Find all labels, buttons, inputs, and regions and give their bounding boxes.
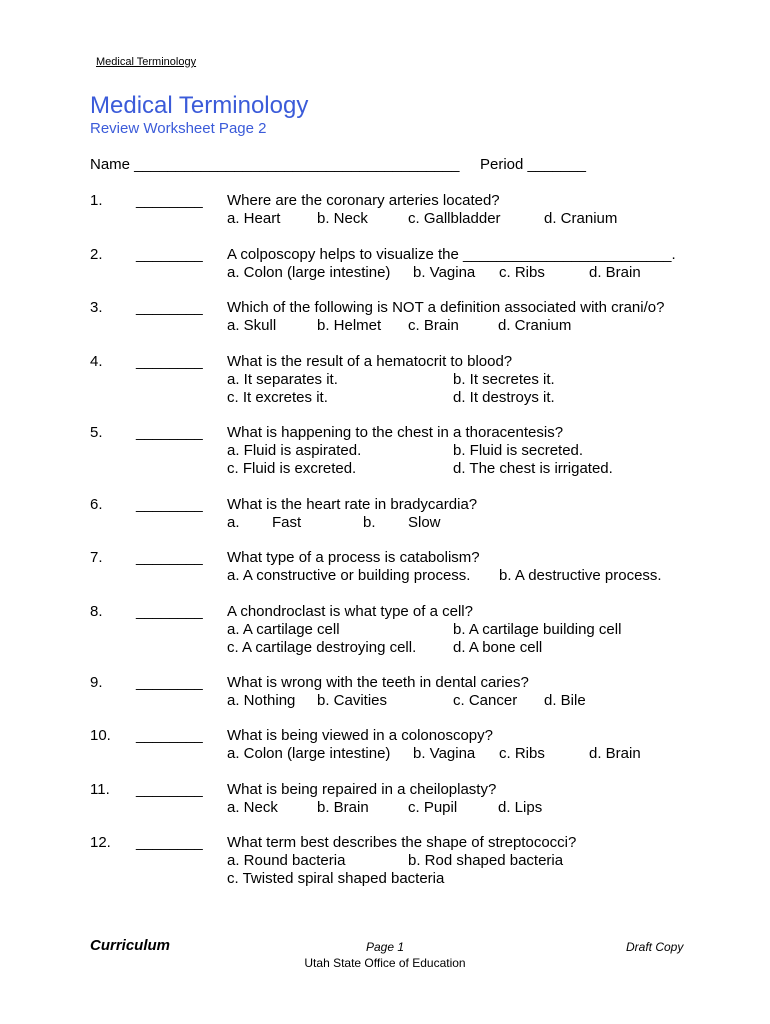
option: b. Neck xyxy=(317,210,368,227)
question-text: What is the result of a hematocrit to blood? xyxy=(227,353,513,370)
option: a. Colon (large intestine) xyxy=(227,264,391,281)
page-title: Medical Terminology xyxy=(90,92,309,119)
question-number: 7. xyxy=(90,549,103,566)
question-number: 12. xyxy=(90,834,111,851)
option: c. Fluid is excreted. xyxy=(227,460,357,477)
option: b. Fluid is secreted. xyxy=(453,442,584,459)
question-number: 4. xyxy=(90,353,103,370)
option: b. A destructive process. xyxy=(499,567,662,584)
question-number: 11. xyxy=(90,781,110,798)
option: c. Ribs xyxy=(499,264,545,281)
answer-blank[interactable]: ________ xyxy=(136,549,203,566)
option: a. Nothing xyxy=(227,692,296,709)
option: c. Pupil xyxy=(408,799,458,816)
option: a. Fluid is aspirated. xyxy=(227,442,362,459)
option: d. Cranium xyxy=(544,210,618,227)
option: a. A constructive or building process. xyxy=(227,567,471,584)
footer-organization: Utah State Office of Education xyxy=(304,956,466,970)
option: c. A cartilage destroying cell. xyxy=(227,639,417,656)
option: c. Ribs xyxy=(499,745,545,762)
answer-blank[interactable]: ________ xyxy=(136,424,203,441)
option: b. Vagina xyxy=(413,264,476,281)
period-field[interactable]: Period _______ xyxy=(480,156,586,173)
footer-curriculum: Curriculum xyxy=(90,937,171,954)
option: a. Round bacteria xyxy=(227,852,346,869)
question-text: A chondroclast is what type of a cell? xyxy=(227,603,473,620)
option: Slow xyxy=(408,514,441,531)
option: d. Brain xyxy=(589,745,641,762)
question-number: 2. xyxy=(90,246,103,263)
option: d. The chest is irrigated. xyxy=(453,460,613,477)
option: a. xyxy=(227,514,240,531)
option: b. It secretes it. xyxy=(453,371,555,388)
answer-blank[interactable]: ________ xyxy=(136,496,203,513)
option: b. Vagina xyxy=(413,745,476,762)
option: b. Rod shaped bacteria xyxy=(408,852,564,869)
answer-blank[interactable]: ________ xyxy=(136,834,203,851)
footer-page-number: Page 1 xyxy=(365,940,405,954)
option: b. Brain xyxy=(317,799,369,816)
option: d. It destroys it. xyxy=(453,389,555,406)
option: a. It separates it. xyxy=(227,371,338,388)
option: b. xyxy=(363,514,376,531)
question-number: 3. xyxy=(90,299,103,316)
answer-blank[interactable]: ________ xyxy=(136,353,203,370)
question-text: What is being repaired in a cheiloplasty? xyxy=(227,781,497,798)
option: Fast xyxy=(272,514,302,531)
question-text: Where are the coronary arteries located? xyxy=(227,192,500,209)
option: d. Cranium xyxy=(498,317,572,334)
question-number: 1. xyxy=(90,192,103,209)
option: c. Gallbladder xyxy=(408,210,501,227)
option: b. A cartilage building cell xyxy=(453,621,622,638)
option: b. Cavities xyxy=(317,692,388,709)
question-text: What is wrong with the teeth in dental caries? xyxy=(227,674,529,691)
option: c. Brain xyxy=(408,317,459,334)
question-text: Which of the following is NOT a definition associated with crani/o? xyxy=(227,299,665,316)
option: c. It excretes it. xyxy=(227,389,328,406)
option: d. Lips xyxy=(498,799,543,816)
option: a. Colon (large intestine) xyxy=(227,745,391,762)
question-number: 6. xyxy=(90,496,103,513)
answer-blank[interactable]: ________ xyxy=(136,674,203,691)
answer-blank[interactable]: ________ xyxy=(136,299,203,316)
name-field[interactable]: Name _______________________________________ xyxy=(90,156,460,173)
question-text: A colposcopy helps to visualize the _________________________. xyxy=(227,246,676,263)
option: b. Helmet xyxy=(317,317,382,334)
option: d. A bone cell xyxy=(453,639,543,656)
option: a. A cartilage cell xyxy=(227,621,340,638)
option: a. Heart xyxy=(227,210,281,227)
option: d. Bile xyxy=(544,692,586,709)
question-number: 9. xyxy=(90,674,103,691)
running-header: Medical Terminology xyxy=(96,56,197,68)
question-text: What is being viewed in a colonoscopy? xyxy=(227,727,493,744)
question-text: What is happening to the chest in a thoracentesis? xyxy=(227,424,564,441)
question-number: 10. xyxy=(90,727,111,744)
question-text: What type of a process is catabolism? xyxy=(227,549,480,566)
option: a. Neck xyxy=(227,799,278,816)
footer-draft-copy: Draft Copy xyxy=(626,940,684,954)
answer-blank[interactable]: ________ xyxy=(136,246,203,263)
question-number: 8. xyxy=(90,603,103,620)
option: c. Cancer xyxy=(453,692,518,709)
answer-blank[interactable]: ________ xyxy=(136,192,203,209)
answer-blank[interactable]: ________ xyxy=(136,603,203,620)
question-number: 5. xyxy=(90,424,103,441)
option: d. Brain xyxy=(589,264,641,281)
option: a. Skull xyxy=(227,317,277,334)
answer-blank[interactable]: ________ xyxy=(136,781,203,798)
question-text: What is the heart rate in bradycardia? xyxy=(227,496,478,513)
option: c. Twisted spiral shaped bacteria xyxy=(227,870,445,887)
page-subtitle: Review Worksheet Page 2 xyxy=(90,120,267,137)
question-text: What term best describes the shape of streptococci? xyxy=(227,834,577,851)
answer-blank[interactable]: ________ xyxy=(136,727,203,744)
